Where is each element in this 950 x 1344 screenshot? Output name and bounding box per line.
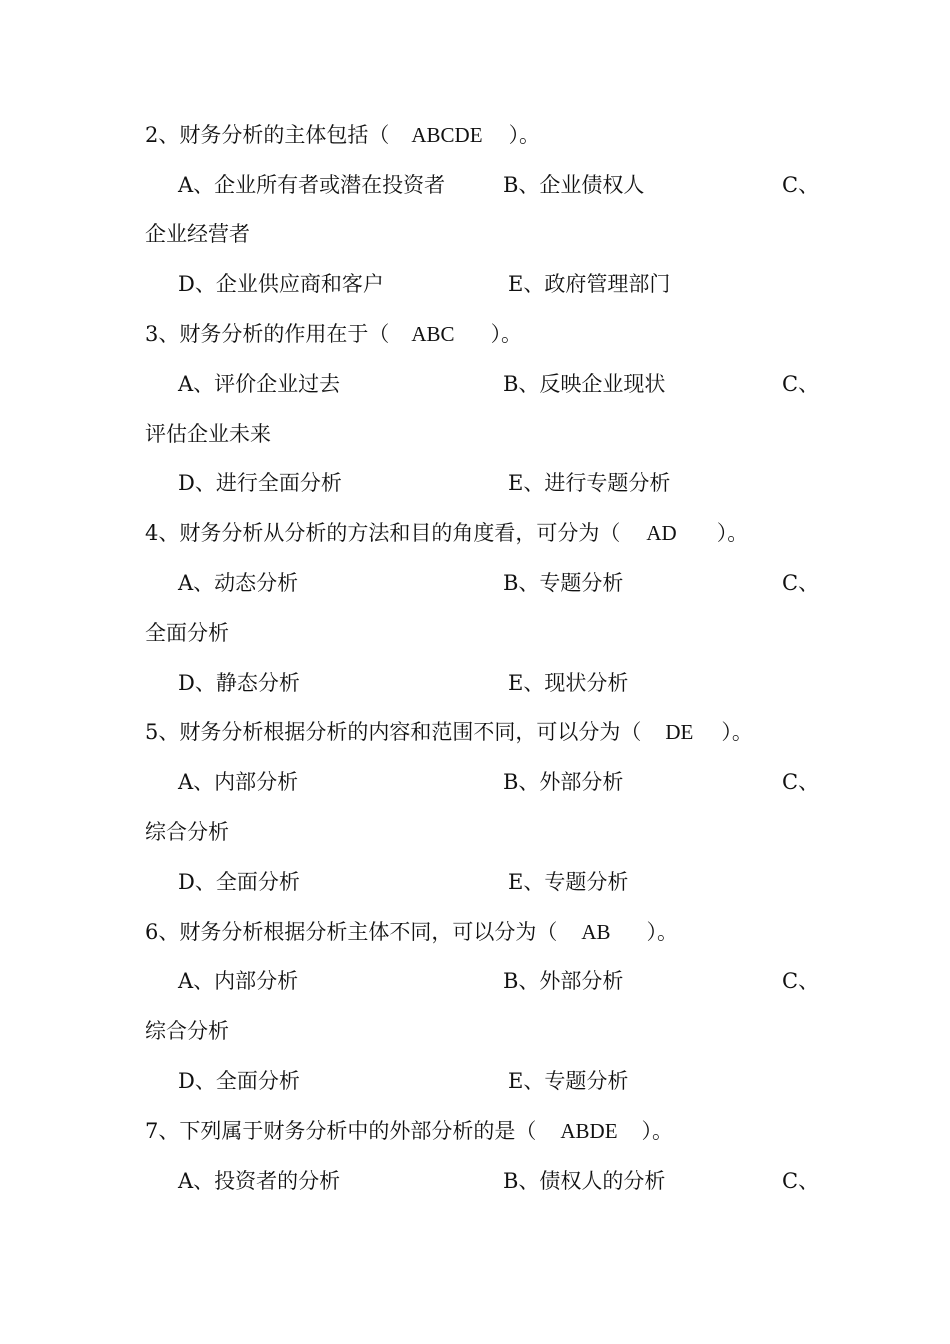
question-5-option-a: A、内部分析	[178, 770, 299, 794]
question-2-option-c-text: 企业经营者	[145, 222, 250, 246]
question-3-stem-text: 3、财务分析的作用在于（	[145, 322, 390, 346]
question-3-option-c: C、	[782, 372, 820, 396]
question-4-option-b: B、专题分析	[503, 571, 624, 595]
question-5-option-b: B、外部分析	[503, 770, 624, 794]
question-5-stem-text: 5、财务分析根据分析的内容和范围不同，可以分为（	[145, 720, 642, 744]
question-7-option-c: C、	[782, 1169, 820, 1193]
question-3-option-e: E、进行专题分析	[508, 471, 671, 495]
question-5-option-d: D、全面分析	[178, 870, 300, 894]
question-3-option-a: A、评价企业过去	[178, 372, 341, 396]
question-2-stem-end: ）。	[508, 123, 541, 147]
question-5-option-c: C、	[782, 770, 820, 794]
question-7-option-b: B、债权人的分析	[503, 1169, 666, 1193]
question-6-answer: AB	[581, 920, 611, 944]
question-4-option-d: D、静态分析	[178, 671, 300, 695]
question-5-option-e: E、专题分析	[508, 870, 629, 894]
question-6-option-c: C、	[782, 969, 820, 993]
question-7-stem-text: 7、下列属于财务分析中的外部分析的是（	[145, 1119, 537, 1143]
question-6-option-a: A、内部分析	[178, 969, 299, 993]
question-5-stem	[145, 717, 753, 747]
question-2-option-a: A、企业所有者或潜在投资者	[178, 173, 446, 197]
question-6-option-b: B、外部分析	[503, 969, 624, 993]
question-6-option-e: E、专题分析	[508, 1069, 629, 1093]
question-7-stem-end: ）。	[641, 1119, 674, 1143]
question-6-stem-end: ）。	[646, 920, 679, 944]
question-4-stem-end: ）。	[716, 521, 749, 545]
question-2-stem	[145, 120, 540, 150]
question-4-option-e: E、现状分析	[508, 671, 629, 695]
question-4-stem	[145, 518, 748, 548]
question-7-stem	[145, 1116, 673, 1146]
question-6-option-d: D、全面分析	[178, 1069, 300, 1093]
question-5-stem-end: ）。	[721, 720, 753, 744]
question-5-option-c-text: 综合分析	[145, 820, 229, 844]
question-2-option-e: E、政府管理部门	[508, 272, 671, 296]
question-2-answer: ABCDE	[411, 123, 483, 147]
question-2-option-b: B、企业债权人	[503, 173, 645, 197]
question-3-option-c-text: 评估企业未来	[145, 422, 271, 446]
question-5-answer: DE	[665, 720, 694, 744]
question-6-stem	[145, 917, 678, 947]
question-2-option-c: C、	[782, 173, 820, 197]
question-2-option-d: D、企业供应商和客户	[178, 272, 384, 296]
question-7-answer: ABDE	[560, 1119, 618, 1143]
question-4-stem-text: 4、财务分析从分析的方法和目的角度看，可分为（	[145, 521, 621, 545]
question-6-option-c-text: 综合分析	[145, 1019, 229, 1043]
question-7-option-a: A、投资者的分析	[178, 1169, 341, 1193]
question-3-answer: ABC	[411, 322, 455, 346]
question-3-option-b: B、反映企业现状	[503, 372, 666, 396]
question-3-option-d: D、进行全面分析	[178, 471, 342, 495]
question-4-option-a: A、动态分析	[178, 571, 299, 595]
question-4-option-c: C、	[782, 571, 820, 595]
question-4-option-c-text: 全面分析	[145, 621, 229, 645]
question-4-answer: AD	[646, 521, 677, 545]
question-3-stem	[145, 319, 522, 349]
question-3-stem-end: ）。	[490, 322, 523, 346]
question-2-stem-text: 2、财务分析的主体包括（	[145, 123, 390, 147]
question-6-stem-text: 6、财务分析根据分析主体不同，可以分为（	[145, 920, 558, 944]
